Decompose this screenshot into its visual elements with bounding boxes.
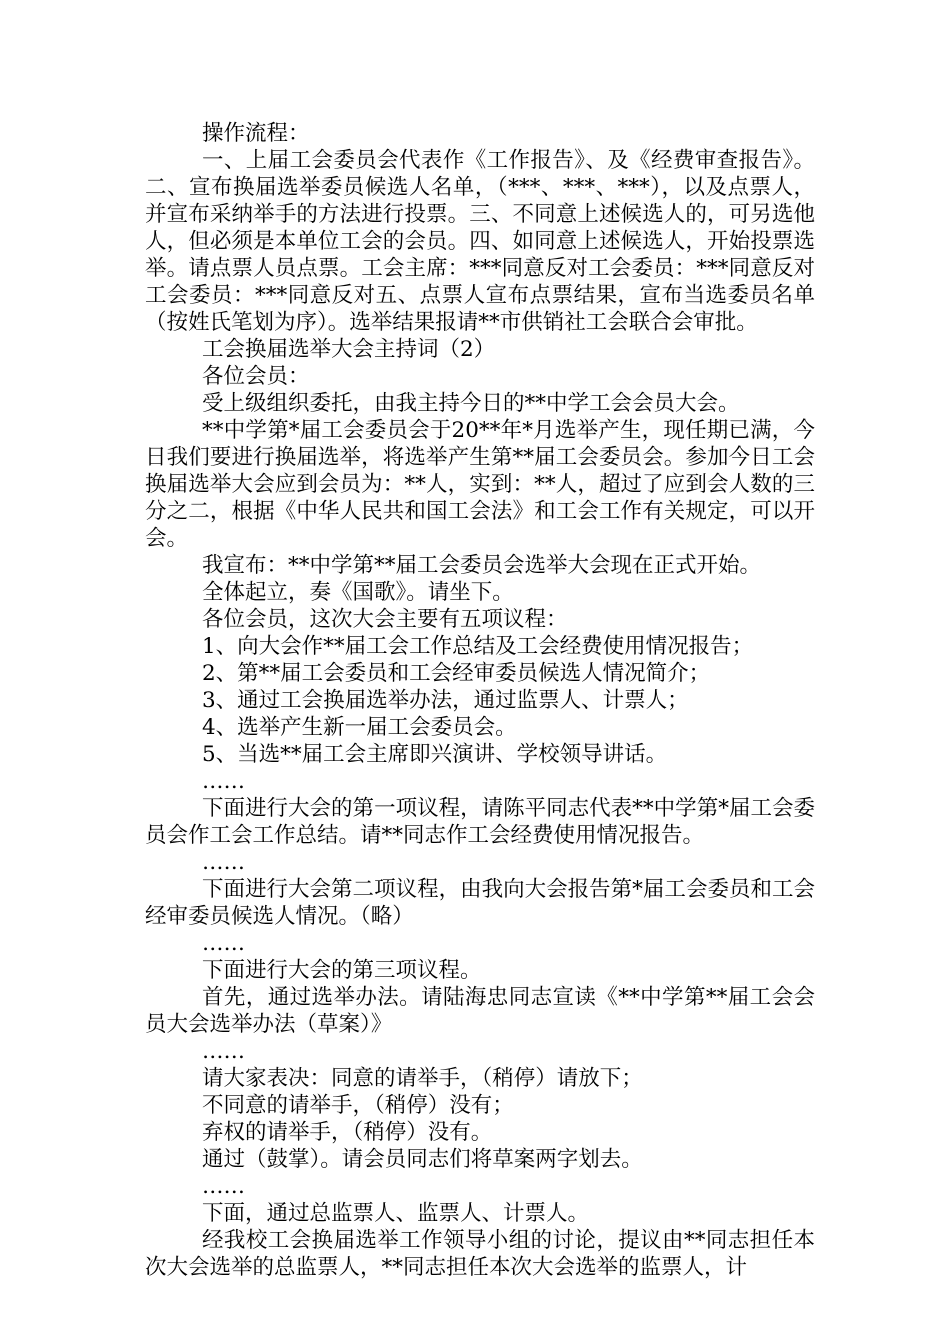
ellipsis: ……: [202, 931, 245, 956]
paragraph: 请大家表决：同意的请举手，（稍停）请放下；: [202, 1066, 643, 1091]
paragraph: 各位会员，这次大会主要有五项议程：: [202, 607, 568, 632]
paragraph: 全体起立，奏《国歌》。请坐下。: [202, 580, 514, 605]
agenda-item: 3、通过工会换届选举办法，通过监票人、计票人；: [202, 688, 689, 713]
ellipsis: ……: [202, 1039, 245, 1064]
paragraph: 通过（鼓掌）。请会员同志们将草案两字划去。: [202, 1147, 643, 1172]
paragraph: 下面，通过总监票人、监票人、计票人。: [202, 1201, 590, 1226]
paragraph: 经我校工会换届选举工作领导小组的讨论，提议由**同志担任本次大会选举的总监票人，**同志担任本次大会选举的监票人，计: [145, 1228, 815, 1280]
paragraph: 受上级组织委托，由我主持今日的**中学工会会员大会。: [202, 391, 740, 416]
paragraph: 下面进行大会第二项议程，由我向大会报告第*届工会委员和工会经审委员候选人情况。（略）: [145, 877, 815, 929]
paragraph: 首先，通过选举办法。请陆海忠同志宣读《**中学第**届工会会员大会选举办法（草案）》: [145, 985, 815, 1037]
paragraph: 下面进行大会的第一项议程，请陈平同志代表**中学第*届工会委员会作工会工作总结。请**同志作工会经费使用情况报告。: [145, 796, 815, 848]
paragraph: 我宣布：**中学第**届工会委员会选举大会现在正式开始。: [202, 553, 762, 578]
paragraph: 不同意的请举手，（稍停）没有；: [202, 1093, 514, 1118]
paragraph: 一、上届工会委员会代表作《工作报告》、及《经费审查报告》。二、宣布换届选举委员候选人名单，（***、***、***），以及点票人，并宣布采纳举手的方法进行投票。三、不同意上述候选人的，可另选他人，但必须是本单位工会的会员。四、如同意上述候选人，开始投票选举。请点票人员点票。工会主席：***同意反对工会委员：***同意反对工会委员：***同意反对五、点票人宣布点票结果，宣布当选委员名单（按姓氏笔划为序）。选举结果报请**市供销社工会联合会审批。: [145, 148, 815, 335]
agenda-item: 5、当选**届工会主席即兴演讲、学校领导讲话。: [202, 742, 668, 767]
agenda-item: 1、向大会作**届工会工作总结及工会经费使用情况报告；: [202, 634, 754, 659]
salutation: 各位会员：: [202, 364, 310, 389]
paragraph: 弃权的请举手，（稍停）没有。: [202, 1120, 493, 1145]
agenda-item: 4、选举产生新一届工会委员会。: [202, 715, 517, 740]
paragraph: 下面进行大会的第三项议程。: [202, 958, 482, 983]
ellipsis: ……: [202, 1174, 245, 1199]
paragraph: **中学第*届工会委员会于20**年*月选举产生，现任期已满，今日我们要进行换届选举，将选举产生第**届工会委员会。参加今日工会换届选举大会应到会员为：**人，实到：**人，超过了应到会人数的三分之二，根据《中华人民共和国工会法》和工会工作有关规定，可以开会。: [145, 418, 815, 551]
paragraph: 操作流程：: [202, 121, 310, 146]
ellipsis: ……: [202, 850, 245, 875]
agenda-item: 2、第**届工会委员和工会经审委员候选人情况简介；: [202, 661, 711, 686]
ellipsis: ……: [202, 769, 245, 794]
section-heading: 工会换届选举大会主持词（2）: [202, 337, 496, 362]
document-body: [145, 120, 815, 1281]
